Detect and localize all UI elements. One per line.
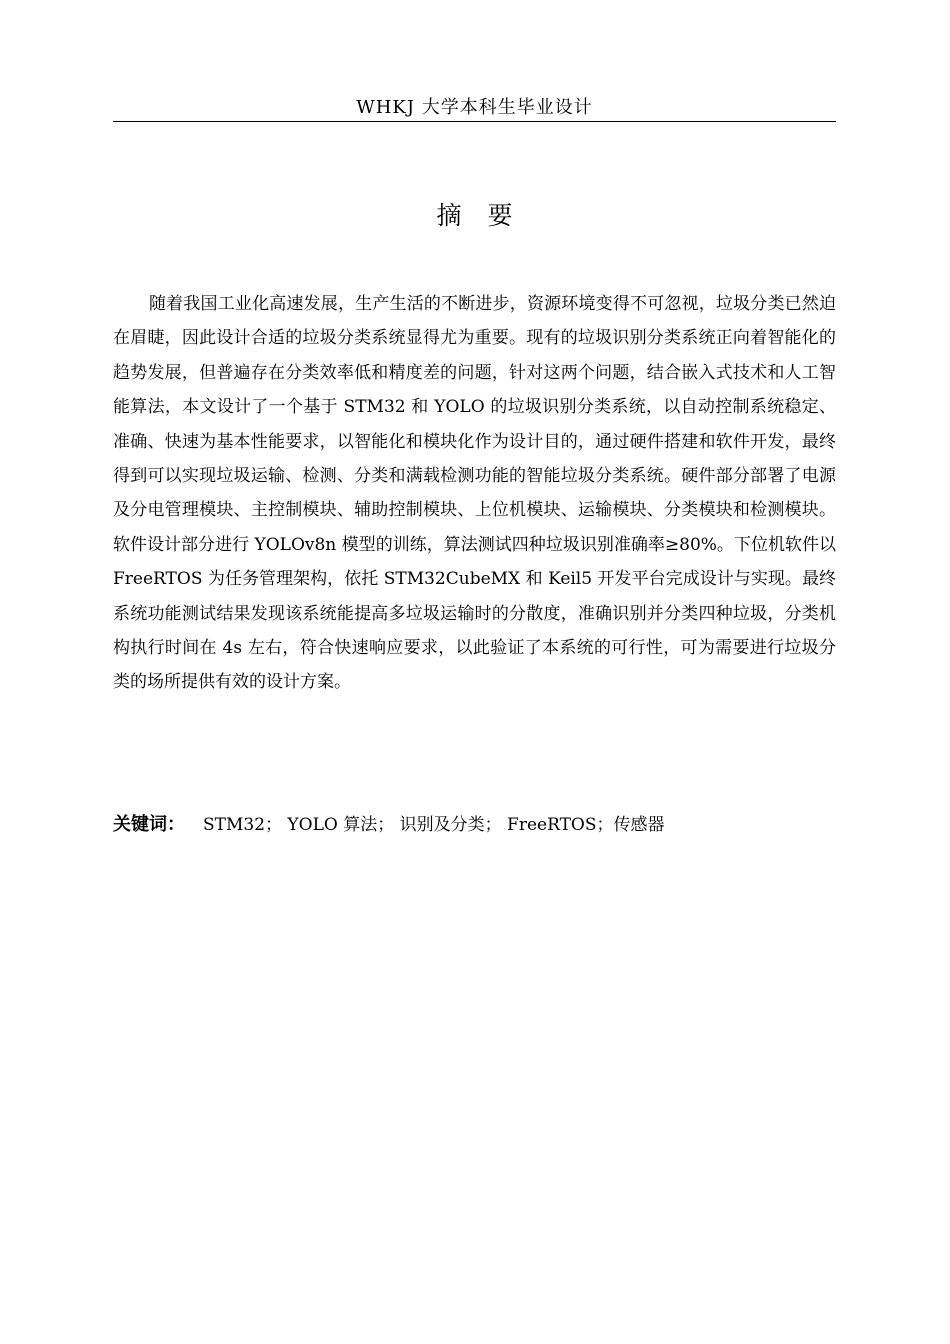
keywords-text: STM32； YOLO 算法； 识别及分类； FreeRTOS；传感器 <box>203 815 665 835</box>
keywords-line <box>113 808 836 842</box>
abstract-title: 摘要 <box>436 201 539 230</box>
keywords-label: 关键词： <box>113 814 185 835</box>
header-rule <box>113 121 836 122</box>
page-header: WHKJ 大学本科生毕业设计 <box>356 97 593 118</box>
abstract-body: 随着我国工业化高速发展，生产生活的不断进步，资源环境变得不可忽视，垃圾分类已然迫在眉睫，因此设计合适的垃圾分类系统显得尤为重要。现有的垃圾识别分类系统正向着智能化的趋势发展，但普遍存在分类效率低和精度差的问题，针对这两个问题，结合嵌入式技术和人工智能算法，本文设计了一个基于 STM32 和 YOLO 的垃圾识别分类系统，以自动控制系统稳定、准确、快速为基本性能要求，以智能化和模块化作为设计目的，通过硬件搭建和软件开发，最终得到可以实现垃圾运输、检测、分类和满载检测功能的智能垃圾分类系统。硬件部分部署了电源及分电管理模块、主控制模块、辅助控制模块、上位机模块、运输模块、分类模块和检测模块。软件设计部分进行 YOLOv8n 模型的训练，算法测试四种垃圾识别准确率≥80%。下位机软件以 FreeRTOS 为任务管理架构，依托 STM32CubeMX 和 Keil5 开发平台完成设计与实现。最终系统功能测试结果发现该系统能提高多垃圾运输时的分散度，准确识别并分类四种垃圾，分类机构执行时间在 4s 左右，符合快速响应要求，以此验证了本系统的可行性，可为需要进行垃圾分类的场所提供有效的设计方案。 <box>113 294 836 693</box>
